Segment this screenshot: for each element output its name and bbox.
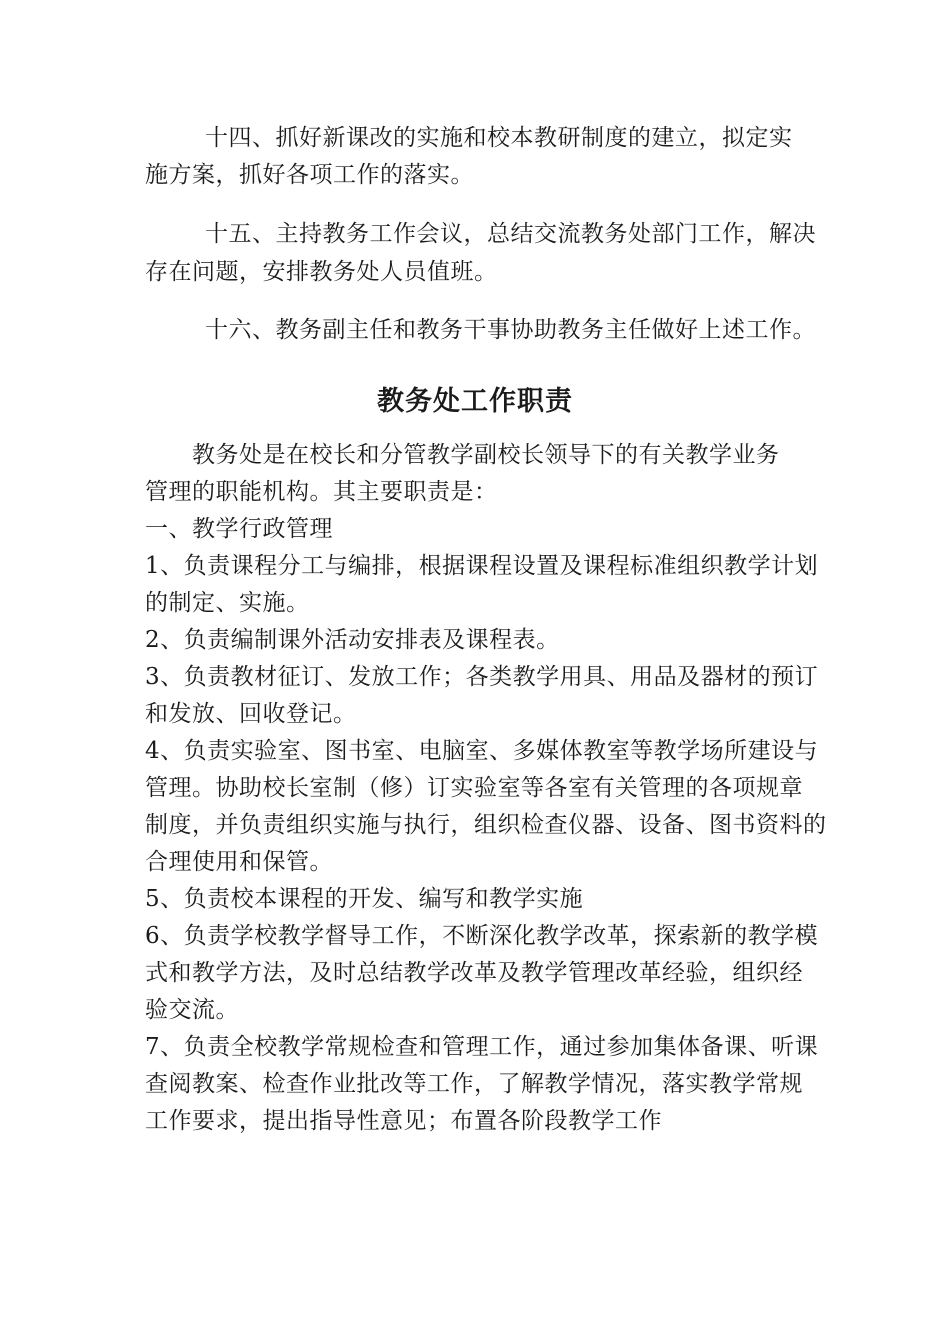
duty-5-line-1: 5、负责校本课程的开发、编写和教学实施 (145, 886, 584, 912)
duty-4-line-4: 合理使用和保管。 (145, 849, 333, 875)
duty-3-line-2: 和发放、回收登记。 (145, 701, 357, 727)
section-title: 教务处工作职责 (377, 386, 573, 417)
duty-6-line-1: 6、负责学校教学督导工作，不断深化教学改革，探索新的教学模 (145, 923, 819, 949)
preamble-line-2: 管理的职能机构。其主要职责是： (145, 479, 498, 505)
duty-1-line-2: 的制定、实施。 (145, 590, 310, 616)
item-14-line-1: 十四、抓好新课改的实施和校本教研制度的建立，拟定实 (205, 125, 793, 151)
duty-3-line-1: 3、负责教材征订、发放工作；各类教学用具、用品及器材的预订 (145, 664, 819, 690)
preamble-line-1: 教务处是在校长和分管教学副校长领导下的有关教学业务 (192, 442, 780, 468)
item-14-line-2: 施方案，抓好各项工作的落实。 (145, 162, 474, 188)
duty-4-line-1: 4、负责实验室、图书室、电脑室、多媒体教室等教学场所建设与 (145, 738, 819, 764)
duty-6-line-2: 式和教学方法，及时总结教学改革及教学管理改革经验，组织经 (145, 960, 803, 986)
subsection-heading: 一、教学行政管理 (145, 516, 333, 542)
duty-7-line-2: 查阅教案、检查作业批改等工作，了解教学情况，落实教学常规 (145, 1071, 803, 1097)
duty-2-line-1: 2、负责编制课外活动安排表及课程表。 (145, 627, 560, 653)
item-15-line-2: 存在问题，安排教务处人员值班。 (145, 259, 498, 285)
duty-1-line-1: 1、负责课程分工与编排，根据课程设置及课程标准组织教学计划 (145, 553, 819, 579)
item-16-line-1: 十六、教务副主任和教务干事协助教务主任做好上述工作。 (205, 317, 816, 343)
duty-4-line-3: 制度，并负责组织实施与执行，组织检查仪器、设备、图书资料的 (145, 812, 827, 838)
duty-7-line-1: 7、负责全校教学常规检查和管理工作，通过参加集体备课、听课 (145, 1034, 819, 1060)
duty-6-line-3: 验交流。 (145, 997, 239, 1023)
duty-4-line-2: 管理。协助校长室制（修）订实验室等各室有关管理的各项规章 (145, 775, 803, 801)
item-15-line-1: 十五、主持教务工作会议，总结交流教务处部门工作，解决 (205, 221, 816, 247)
duty-7-line-3: 工作要求，提出指导性意见；布置各阶段教学工作 (145, 1108, 662, 1134)
